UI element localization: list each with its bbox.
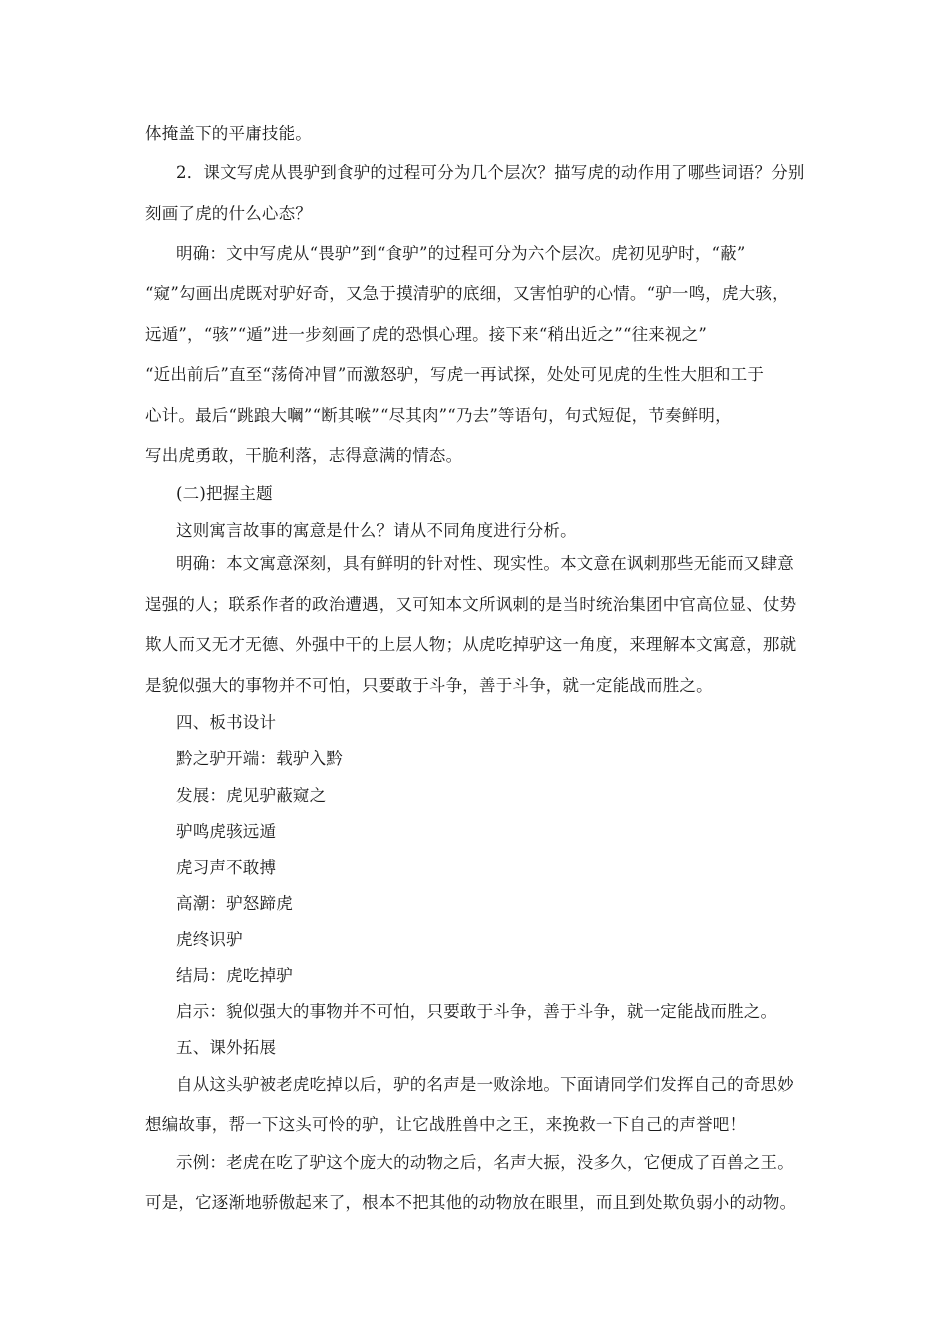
text-line: 体掩盖下的平庸技能。 (145, 124, 312, 143)
text-line: “窥”勾画出虎既对驴好奇，又急于摸清驴的底细，又害怕驴的心情。“驴一鸣，虎大骇， (145, 284, 789, 303)
text-line: 想编故事，帮一下这头可怜的驴，让它战胜兽中之王，来挽救一下自己的声誉吧！ (145, 1115, 747, 1134)
board-line: 结局：虎吃掉驴 (176, 966, 293, 985)
question-2: 2．课文写虎从畏驴到食驴的过程可分为几个层次？描写虎的动作用了哪些词语？分别 (176, 163, 805, 182)
board-line: 高潮：驴怒蹄虎 (176, 894, 293, 913)
board-line: 启示：貌似强大的事物并不可怕，只要敢于斗争，善于斗争，就一定能战而胜之。 (176, 1002, 778, 1021)
text-line: 心计。最后“跳踉大㘎”“断其喉”“尽其肉”“乃去”等语句，句式短促，节奏鲜明， (145, 406, 732, 425)
section-heading: (二)把握主题 (176, 484, 273, 503)
text-line: 是貌似强大的事物并不可怕，只要敢于斗争，善于斗争，就一定能战而胜之。 (145, 676, 713, 695)
text-line: 刻画了虎的什么心态？ (145, 204, 312, 223)
board-line: 虎习声不敢搏 (176, 858, 277, 877)
answer-paragraph: 明确：本文寓意深刻，具有鲜明的针对性、现实性。本文意在讽刺那些无能而又肆意 (176, 554, 794, 573)
paragraph-start: 自从这头驴被老虎吃掉以后，驴的名声是一败涂地。下面请同学们发挥自己的奇思妙 (176, 1075, 794, 1094)
text-line: 写出虎勇敢，干脆利落，志得意满的情态。 (145, 446, 463, 465)
board-line: 发展：虎见驴蔽窥之 (176, 786, 327, 805)
section-heading: 五、课外拓展 (176, 1038, 277, 1057)
text-line: “近出前后”直至“荡倚冲冒”而激怒驴，写虎一再试探，处处可见虎的生性大胆和工于 (145, 365, 765, 384)
text-line: 远遁”，“骇”“遁”进一步刻画了虎的恐惧心理。接下来“稍出近之”“往来视之” (145, 325, 708, 344)
board-line: 驴鸣虎骇远遁 (176, 822, 277, 841)
text-line: 逞强的人；联系作者的政治遭遇，又可知本文所讽刺的是当时统治集团中官高位显、仗势 (145, 595, 797, 614)
section-heading: 四、板书设计 (176, 713, 277, 732)
example-paragraph: 示例：老虎在吃了驴这个庞大的动物之后，名声大振，没多久，它便成了百兽之王。 (176, 1153, 794, 1172)
text-line: 欺人而又无才无德、外强中干的上层人物；从虎吃掉驴这一角度，来理解本文寓意，那就 (145, 635, 797, 654)
answer-paragraph: 明确：文中写虎从“畏驴”到“食驴”的过程可分为六个层次。虎初见驴时，“蔽” (176, 244, 746, 263)
text-line: 可是，它逐渐地骄傲起来了，根本不把其他的动物放在眼里，而且到处欺负弱小的动物。 (145, 1193, 797, 1212)
board-line: 黔之驴开端：载驴入黔 (176, 749, 343, 768)
board-line: 虎终识驴 (176, 930, 243, 949)
question-text: 这则寓言故事的寓意是什么？请从不同角度进行分析。 (176, 521, 577, 540)
